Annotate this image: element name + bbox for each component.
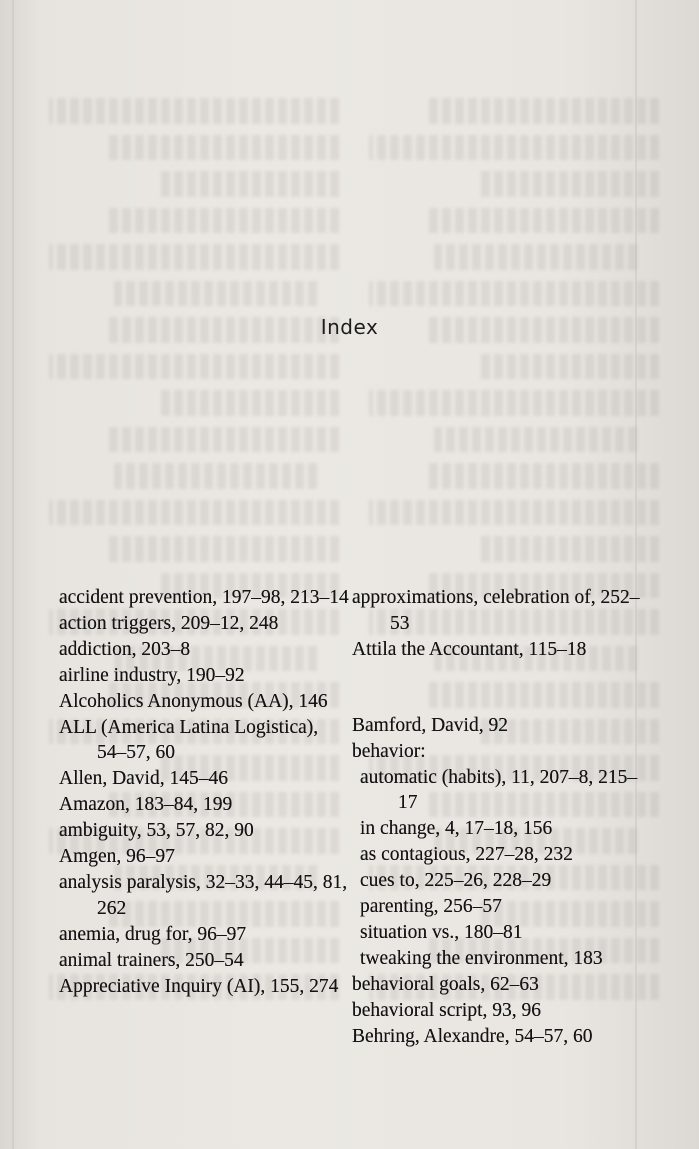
index-entry: addiction, 203–8 xyxy=(59,638,191,660)
index-subentry: tweaking the environment, 183 xyxy=(360,947,603,969)
index-subentry: cues to, 225–26, 228–29 xyxy=(360,870,552,892)
letter-group-spacer xyxy=(352,663,642,713)
index-entry: behavioral script, 93, 96 xyxy=(352,999,541,1021)
index-entry: Appreciative Inquiry (AI), 155, 274 xyxy=(59,975,339,997)
index-subentry: in change, 4, 17–18, 156 xyxy=(360,818,553,840)
index-entry: ambiguity, 53, 57, 82, 90 xyxy=(59,820,254,842)
index-entry: airline industry, 190–92 xyxy=(59,664,245,686)
index-column-left xyxy=(59,585,351,1000)
index-entry: Attila the Accountant, 115–18 xyxy=(352,638,587,660)
page-title: Index xyxy=(320,315,379,339)
index-subentry: as contagious, 227–28, 232 xyxy=(360,844,573,866)
index-entry: Amgen, 96–97 xyxy=(59,846,175,868)
index-column-right xyxy=(352,585,642,1050)
index-entry: analysis paralysis, 32–33, 44–45, 81, 262 xyxy=(59,871,348,919)
index-group-b xyxy=(352,713,642,1050)
index-entry: Alcoholics Anonymous (AA), 146 xyxy=(59,690,328,712)
index-subentry: automatic (habits), 11, 207–8, 215–17 xyxy=(360,766,638,814)
index-entry: action triggers, 209–12, 248 xyxy=(59,612,279,634)
index-group-a xyxy=(352,585,642,663)
index-entry: Allen, David, 145–46 xyxy=(59,768,228,790)
index-entry: Bamford, David, 92 xyxy=(352,714,508,736)
index-entry: animal trainers, 250–54 xyxy=(59,949,244,971)
index-subentry: parenting, 256–57 xyxy=(360,896,502,918)
index-entry: behavioral goals, 62–63 xyxy=(352,973,539,995)
index-entry: Amazon, 183–84, 199 xyxy=(59,794,233,816)
index-entry: approximations, celebration of, 252–53 xyxy=(352,587,640,634)
index-subentry: situation vs., 180–81 xyxy=(360,921,523,943)
index-entry: anemia, drug for, 96–97 xyxy=(59,923,247,945)
index-entry: behavior: xyxy=(352,740,426,762)
index-entry: Behring, Alexandre, 54–57, 60 xyxy=(352,1025,593,1047)
index-entry: accident prevention, 197–98, 213–14 xyxy=(59,587,349,608)
page-gutter-shadow xyxy=(12,0,14,1149)
index-entry: ALL (America Latina Logistica), 54–57, 60 xyxy=(59,716,319,764)
